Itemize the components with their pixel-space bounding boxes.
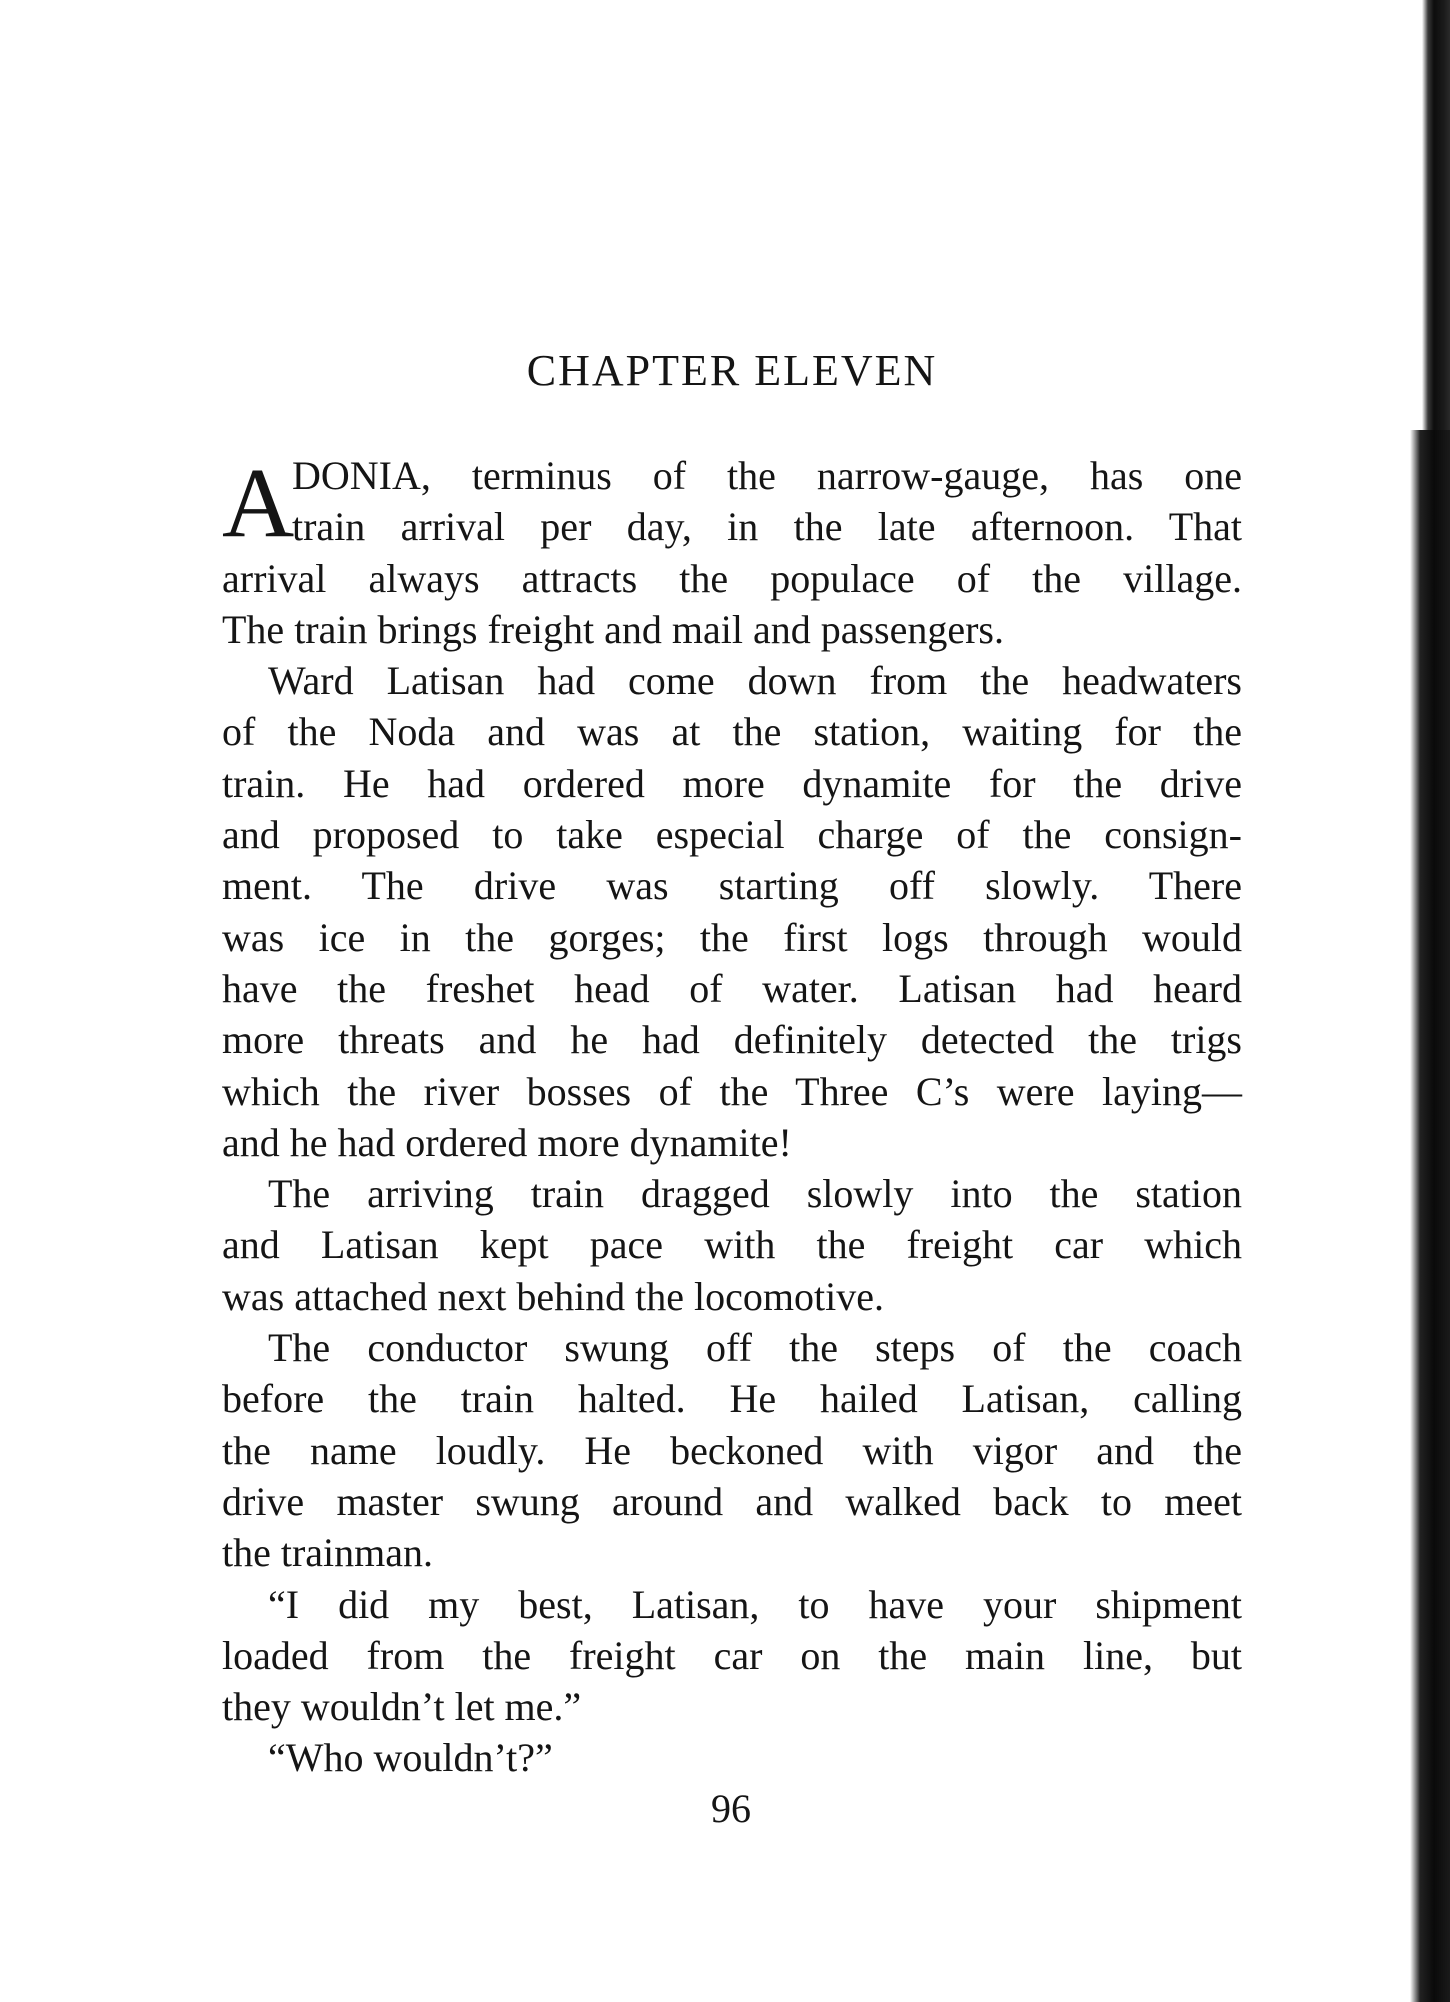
text-line: Ward Latisan had come down from the headwaters — [268, 658, 1242, 704]
text-line: and Latisan kept pace with the freight car which — [222, 1222, 1242, 1268]
text-line: arrival always attracts the populace of the village. — [222, 555, 1242, 601]
text-line: “I did my best, Latisan, to have your shipment — [268, 1581, 1242, 1627]
text-line: and he had ordered more dynamite! — [222, 1119, 792, 1165]
text-line: train arrival per day, in the late afternoon. That — [292, 504, 1242, 550]
text-line: before the train halted. He hailed Latisan, calling — [222, 1376, 1242, 1422]
text-line: which the river bosses of the Three C’s were laying— — [222, 1068, 1242, 1114]
text-line: they wouldn’t let me.” — [222, 1684, 582, 1730]
text-line: the trainman. — [222, 1530, 434, 1576]
text-line: train. He had ordered more dynamite for the drive — [222, 760, 1242, 806]
text-line: and proposed to take especial charge of the consign- — [222, 812, 1242, 858]
text-line: The arriving train dragged slowly into the station — [268, 1171, 1242, 1217]
page-binding-shadow — [1410, 430, 1450, 2002]
text-line: have the freshet head of water. Latisan had heard — [222, 965, 1242, 1011]
text-line: was ice in the gorges; the first logs through would — [222, 914, 1242, 960]
text-line: the name loudly. He beckoned with vigor and the — [222, 1427, 1242, 1473]
body-text — [222, 447, 1242, 1784]
text-line: DONIA, terminus of the narrow-gauge, has one — [292, 453, 1242, 498]
chapter-title: CHAPTER ELEVEN — [526, 346, 938, 395]
page-number: 96 — [711, 1786, 751, 1831]
text-line: was attached next behind the locomotive. — [222, 1273, 885, 1319]
text-line: of the Noda and was at the station, waiting for the — [222, 709, 1242, 755]
text-line: The conductor swung off the steps of the coach — [268, 1325, 1242, 1371]
text-line: The train brings freight and mail and passengers. — [222, 606, 1004, 652]
text-line: drive master swung around and walked back to meet — [222, 1478, 1242, 1524]
drop-cap: A — [222, 447, 295, 558]
text-line: loaded from the freight car on the main line, but — [222, 1632, 1242, 1678]
text-line: “Who wouldn’t?” — [268, 1735, 553, 1781]
text-line: ment. The drive was starting off slowly. There — [222, 863, 1242, 909]
text-line: more threats and he had definitely detected the trigs — [222, 1017, 1242, 1063]
